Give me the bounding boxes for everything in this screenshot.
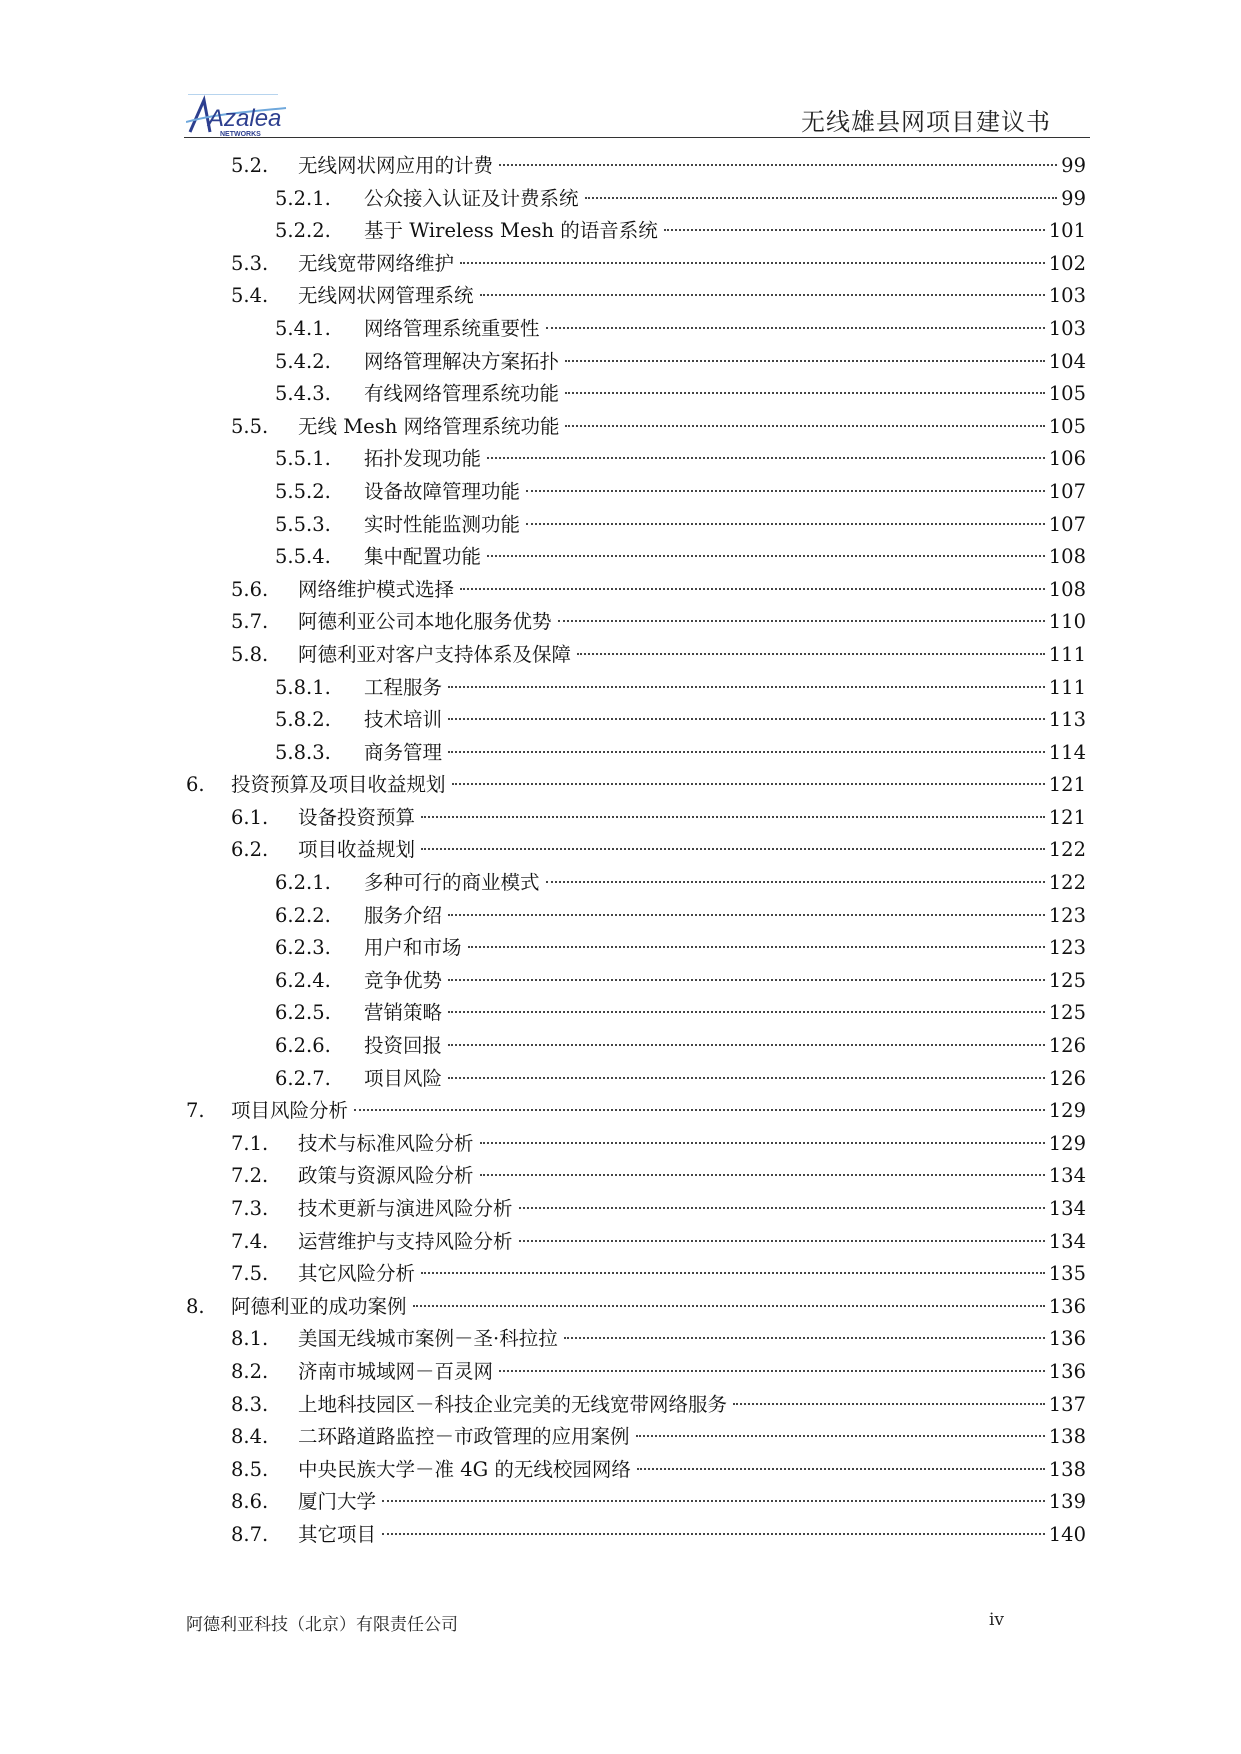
toc-entry-number: 5.5. [231, 414, 269, 438]
toc-entry-page: 105 [1048, 382, 1086, 406]
toc-dot-leader [487, 554, 1045, 557]
toc-entry-page: 102 [1048, 251, 1086, 275]
toc-dot-leader [664, 228, 1045, 231]
toc-dot-leader [526, 489, 1045, 492]
toc-entry-number: 5.5.3. [275, 512, 331, 536]
toc-entry-title: 网络管理系统重要性 [364, 316, 540, 340]
toc-entry-title: 技术培训 [364, 708, 443, 732]
footer-company: 阿德利亚科技（北京）有限责任公司 [186, 1615, 458, 1635]
toc-entry-page: 126 [1048, 1034, 1086, 1058]
toc-entry-title: 商务管理 [364, 740, 443, 764]
toc-entry-number: 5.8.3. [275, 740, 331, 764]
toc-entry-title: 实时性能监测功能 [364, 512, 521, 536]
toc-dot-leader [448, 1010, 1045, 1013]
toc-entry-page: 99 [1061, 186, 1086, 210]
toc-entry-page: 108 [1048, 545, 1086, 569]
toc-entry-page: 105 [1048, 414, 1086, 438]
toc-entry[interactable] [186, 1226, 1086, 1259]
toc-entry-title: 服务介绍 [364, 903, 443, 927]
toc-entry-page: 111 [1048, 642, 1086, 666]
toc-dot-leader [448, 717, 1045, 720]
toc-dot-leader [468, 945, 1045, 948]
toc-entry-title: 无线 Mesh 网络管理系统功能 [298, 414, 560, 438]
toc-entry-title: 政策与资源风险分析 [298, 1164, 474, 1188]
toc-entry-title: 设备故障管理功能 [364, 479, 521, 503]
toc-dot-leader [519, 1206, 1045, 1209]
toc-dot-leader [448, 1076, 1045, 1079]
toc-entry-title: 设备投资预算 [298, 805, 416, 829]
toc-entry-page: 104 [1048, 349, 1086, 373]
toc-entry-number: 5.4.2. [275, 349, 331, 373]
toc-dot-leader [452, 782, 1045, 785]
toc-entry[interactable] [186, 1095, 1086, 1128]
toc-entry-number: 8.4. [231, 1425, 269, 1449]
toc-entry[interactable] [186, 509, 1086, 542]
toc-entry[interactable] [186, 769, 1086, 802]
toc-entry[interactable] [186, 1030, 1086, 1063]
toc-entry-number: 7.1. [231, 1131, 269, 1155]
toc-dot-leader [499, 163, 1057, 166]
toc-entry-title: 竞争优势 [364, 968, 443, 992]
toc-entry-page: 103 [1048, 316, 1086, 340]
toc-entry-number: 8.3. [231, 1392, 269, 1416]
toc-entry-page: 101 [1048, 219, 1086, 243]
toc-entry[interactable] [186, 1193, 1086, 1226]
toc-dot-leader [448, 750, 1045, 753]
toc-entry-page: 106 [1048, 447, 1086, 471]
toc-entry-page: 140 [1048, 1522, 1086, 1546]
toc-dot-leader [413, 1304, 1045, 1307]
toc-entry[interactable] [186, 150, 1086, 183]
toc-entry-page: 125 [1048, 968, 1086, 992]
toc-entry-page: 110 [1048, 610, 1086, 634]
toc-entry-title: 无线网状网管理系统 [298, 284, 474, 308]
toc-entry[interactable] [186, 834, 1086, 867]
toc-entry-number: 8.5. [231, 1457, 269, 1481]
toc-entry-title: 阿德利亚对客户支持体系及保障 [298, 642, 572, 666]
toc-entry-number: 7.4. [231, 1229, 269, 1253]
toc-entry-number: 6.2.7. [275, 1066, 331, 1090]
toc-dot-leader [448, 978, 1045, 981]
toc-dot-leader [585, 196, 1058, 199]
toc-dot-leader [558, 619, 1045, 622]
toc-entry[interactable] [186, 1486, 1086, 1519]
toc-dot-leader [519, 1239, 1045, 1242]
toc-entry-page: 134 [1048, 1229, 1086, 1253]
toc-entry-number: 5.8. [231, 642, 269, 666]
toc-dot-leader [565, 391, 1045, 394]
toc-entry-number: 6.1. [231, 805, 269, 829]
toc-entry-title: 基于 Wireless Mesh 的语音系统 [364, 219, 658, 243]
toc-entry[interactable] [186, 672, 1086, 705]
toc-entry-title: 其它项目 [298, 1522, 377, 1546]
toc-entry-page: 137 [1048, 1392, 1086, 1416]
toc-entry[interactable] [186, 997, 1086, 1030]
toc-entry-page: 138 [1048, 1425, 1086, 1449]
toc-dot-leader [480, 293, 1045, 296]
toc-entry-page: 121 [1048, 805, 1086, 829]
toc-dot-leader [480, 1173, 1045, 1176]
toc-entry-page: 122 [1048, 871, 1086, 895]
toc-entry-title: 公众接入认证及计费系统 [364, 186, 579, 210]
toc-dot-leader [564, 1336, 1045, 1339]
toc-entry-page: 99 [1061, 154, 1086, 177]
toc-entry-number: 5.4.1. [275, 316, 331, 340]
toc-entry[interactable] [186, 1291, 1086, 1324]
toc-entry-title: 集中配置功能 [364, 545, 482, 569]
toc-entry-number: 6.2.4. [275, 968, 331, 992]
toc-entry[interactable] [186, 1454, 1086, 1487]
toc-entry-page: 136 [1048, 1359, 1086, 1383]
toc-entry-number: 6.2. [231, 838, 269, 862]
toc-entry-title: 阿德利亚的成功案例 [231, 1294, 407, 1318]
toc-entry-number: 7.2. [231, 1164, 269, 1188]
toc-dot-leader [636, 1434, 1045, 1437]
toc-dot-leader [382, 1532, 1045, 1535]
toc-entry[interactable] [186, 1323, 1086, 1356]
toc-entry[interactable] [186, 1389, 1086, 1422]
toc-dot-leader [546, 880, 1045, 883]
toc-dot-leader [421, 815, 1045, 818]
toc-entry-title: 中央民族大学－准 4G 的无线校园网络 [298, 1457, 631, 1481]
toc-dot-leader [382, 1499, 1045, 1502]
toc-entry-title: 投资预算及项目收益规划 [231, 773, 446, 797]
toc-entry-title: 美国无线城市案例－圣·科拉拉 [298, 1327, 558, 1351]
toc-entry[interactable] [186, 639, 1086, 672]
toc-entry-page: 113 [1048, 708, 1086, 732]
toc-dot-leader [480, 1141, 1045, 1144]
toc-entry-title: 用户和市场 [364, 936, 462, 960]
toc-entry-page: 134 [1048, 1164, 1086, 1188]
toc-entry-number: 5.4. [231, 284, 269, 308]
logo-subtitle: NETWORKS [220, 131, 261, 138]
toc-entry-title: 投资回报 [364, 1034, 443, 1058]
toc-entry-number: 5.5.4. [275, 545, 331, 569]
toc-entry-title: 无线宽带网络维护 [298, 251, 455, 275]
toc-entry-page: 135 [1048, 1262, 1086, 1286]
toc-entry-number: 5.2.1. [275, 186, 331, 210]
toc-entry-page: 114 [1048, 740, 1086, 764]
toc-dot-leader [546, 326, 1045, 329]
toc-entry-title: 无线网状网应用的计费 [298, 154, 494, 177]
table-of-contents [186, 150, 1086, 1552]
document-title: 无线雄县网项目建议书 [801, 108, 1051, 136]
toc-entry-page: 123 [1048, 903, 1086, 927]
toc-entry-number: 5.8.1. [275, 675, 331, 699]
toc-entry[interactable] [186, 867, 1086, 900]
toc-entry-number: 8.2. [231, 1359, 269, 1383]
toc-dot-leader [526, 522, 1045, 525]
toc-dot-leader [487, 456, 1045, 459]
toc-entry-number: 8. [186, 1294, 205, 1318]
toc-entry-title: 网络维护模式选择 [298, 577, 455, 601]
toc-dot-leader [354, 1108, 1045, 1111]
toc-entry-number: 8.7. [231, 1522, 269, 1546]
toc-entry-number: 6. [186, 773, 205, 797]
toc-entry[interactable] [186, 932, 1086, 965]
toc-entry-number: 6.2.1. [275, 871, 331, 895]
toc-entry-number: 7.5. [231, 1262, 269, 1286]
toc-entry-page: 108 [1048, 577, 1086, 601]
toc-dot-leader [637, 1467, 1045, 1470]
toc-entry-page: 129 [1048, 1099, 1086, 1123]
toc-entry[interactable] [186, 965, 1086, 998]
toc-entry-page: 129 [1048, 1131, 1086, 1155]
toc-entry[interactable] [186, 378, 1086, 411]
toc-dot-leader [448, 913, 1045, 916]
toc-dot-leader [448, 685, 1045, 688]
toc-entry-title: 项目风险 [364, 1066, 443, 1090]
toc-entry[interactable] [186, 1160, 1086, 1193]
toc-entry-title: 项目风险分析 [231, 1099, 349, 1123]
toc-entry-number: 5.2. [231, 154, 269, 177]
toc-entry-page: 136 [1048, 1327, 1086, 1351]
toc-entry[interactable] [186, 574, 1086, 607]
toc-entry[interactable] [186, 1519, 1086, 1552]
toc-dot-leader [460, 261, 1045, 264]
toc-entry[interactable] [186, 346, 1086, 379]
toc-entry[interactable] [186, 313, 1086, 346]
toc-entry-number: 8.1. [231, 1327, 269, 1351]
toc-entry-title: 济南市城域网－百灵网 [298, 1359, 494, 1383]
toc-entry-page: 111 [1048, 675, 1086, 699]
toc-entry-page: 139 [1048, 1490, 1086, 1514]
toc-entry[interactable] [186, 215, 1086, 248]
toc-entry-title: 上地科技园区－科技企业完美的无线宽带网络服务 [298, 1392, 728, 1416]
toc-entry[interactable] [186, 802, 1086, 835]
toc-entry[interactable] [186, 248, 1086, 281]
toc-entry[interactable] [186, 704, 1086, 737]
toc-entry-number: 5.4.3. [275, 382, 331, 406]
toc-entry[interactable] [186, 541, 1086, 574]
toc-entry-number: 6.2.2. [275, 903, 331, 927]
toc-entry-title: 厦门大学 [298, 1490, 377, 1514]
toc-entry-title: 项目收益规划 [298, 838, 416, 862]
toc-entry-page: 126 [1048, 1066, 1086, 1090]
toc-dot-leader [421, 1271, 1045, 1274]
toc-entry-number: 5.8.2. [275, 708, 331, 732]
toc-entry-number: 5.2.2. [275, 219, 331, 243]
toc-entry[interactable] [186, 411, 1086, 444]
toc-entry-page: 122 [1048, 838, 1086, 862]
toc-entry[interactable] [186, 606, 1086, 639]
toc-entry-page: 138 [1048, 1457, 1086, 1481]
toc-entry[interactable] [186, 183, 1086, 216]
toc-entry-number: 7.3. [231, 1197, 269, 1220]
toc-entry-page: 134 [1048, 1197, 1086, 1220]
toc-entry-page: 125 [1048, 1001, 1086, 1025]
toc-entry[interactable] [186, 737, 1086, 770]
toc-entry-number: 5.5.2. [275, 479, 331, 503]
toc-entry[interactable] [186, 1128, 1086, 1161]
toc-entry-number: 8.6. [231, 1490, 269, 1514]
toc-entry-number: 5.5.1. [275, 447, 331, 471]
toc-dot-leader [421, 847, 1045, 850]
toc-entry-number: 7. [186, 1099, 205, 1123]
company-logo [186, 94, 302, 138]
toc-entry-title: 阿德利亚公司本地化服务优势 [298, 610, 552, 634]
toc-entry-number: 6.2.3. [275, 936, 331, 960]
toc-entry-title: 网络管理解决方案拓扑 [364, 349, 560, 373]
toc-entry[interactable] [186, 443, 1086, 476]
header-divider [184, 137, 1090, 138]
toc-entry-title: 技术与标准风险分析 [298, 1131, 474, 1155]
toc-dot-leader [733, 1402, 1045, 1405]
toc-entry-title: 拓扑发现功能 [364, 447, 482, 471]
toc-entry[interactable] [186, 1356, 1086, 1389]
toc-entry-title: 技术更新与演进风险分析 [298, 1197, 513, 1220]
toc-dot-leader [448, 1043, 1045, 1046]
toc-entry-number: 6.2.5. [275, 1001, 331, 1025]
toc-entry-number: 5.6. [231, 577, 269, 601]
toc-entry-page: 136 [1048, 1294, 1086, 1318]
toc-entry-title: 工程服务 [364, 675, 443, 699]
toc-entry[interactable] [186, 1063, 1086, 1096]
toc-entry[interactable] [186, 1421, 1086, 1454]
toc-entry-page: 123 [1048, 936, 1086, 960]
toc-dot-leader [565, 359, 1045, 362]
toc-dot-leader [499, 1369, 1045, 1372]
toc-entry-page: 103 [1048, 284, 1086, 308]
toc-entry-page: 107 [1048, 479, 1086, 503]
toc-dot-leader [565, 424, 1044, 427]
toc-entry-page: 121 [1048, 773, 1086, 797]
toc-entry-title: 二环路道路监控－市政管理的应用案例 [298, 1425, 630, 1449]
toc-entry-title: 其它风险分析 [298, 1262, 416, 1286]
toc-entry-title: 营销策略 [364, 1001, 443, 1025]
toc-entry[interactable] [186, 1258, 1086, 1291]
logo-wordmark: Azalea [208, 105, 282, 132]
toc-dot-leader [460, 587, 1045, 590]
toc-entry-number: 5.3. [231, 251, 269, 275]
toc-entry[interactable] [186, 280, 1086, 313]
toc-entry-title: 多种可行的商业模式 [364, 871, 540, 895]
toc-dot-leader [577, 652, 1045, 655]
toc-entry[interactable] [186, 476, 1086, 509]
toc-entry[interactable] [186, 900, 1086, 933]
toc-entry-title: 运营维护与支持风险分析 [298, 1229, 513, 1253]
footer-page-number: iv [989, 1610, 1005, 1630]
toc-entry-page: 107 [1048, 512, 1086, 536]
toc-entry-title: 有线网络管理系统功能 [364, 382, 560, 406]
toc-entry-number: 6.2.6. [275, 1034, 331, 1058]
toc-entry-number: 5.7. [231, 610, 269, 634]
